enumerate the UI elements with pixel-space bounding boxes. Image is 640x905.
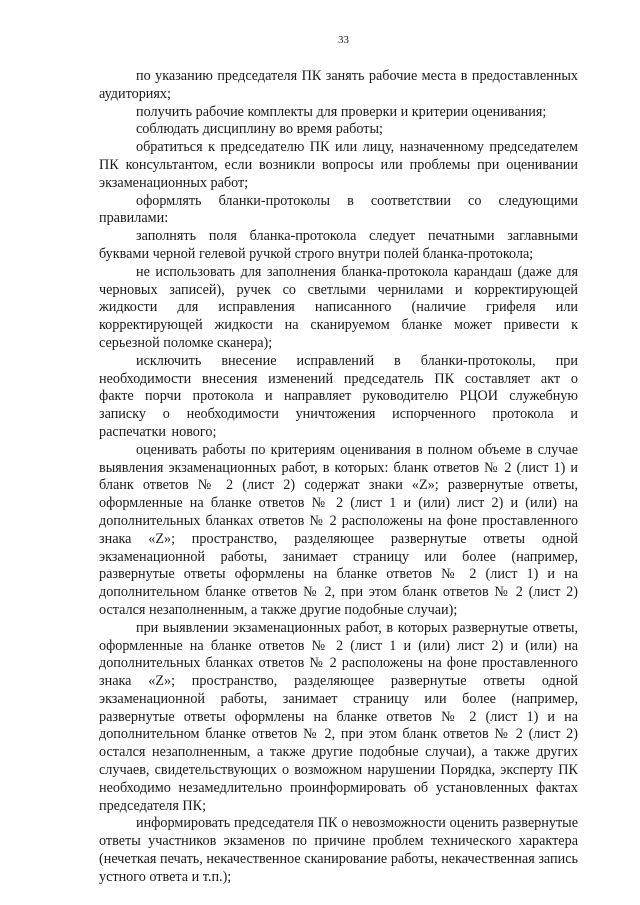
paragraph-no-pencil: не использовать для заполнения бланка-протокола карандаш (даже для черновых записей), ручек со светлыми чернилами и корректирующей жидкости для исправления написанного (наличие грифеля или корректирующей жидкости на сканируемом бланке может привести к серьезной поломке сканера); (99, 263, 578, 351)
paragraph-fill-fields: заполнять поля бланка-протокола следует печатными заглавными буквами черной гелевой ручкой строго внутри полей бланка-протокола; (99, 228, 578, 262)
paragraph-evaluate-fully: оценивать работы по критериям оценивания в полном объеме в случае выявления экзаменационных работ, в которых: бланк ответов № 2 (лист 1) и бланк ответов № 2 (лист 2) содержат знаки «Z»; развернутые ответы, оформленные на бланке ответов № 2 (лист 1 и (или) лист 2) и (или) на дополнительных бланках ответов № 2 расположены на фоне проставленного знака «Z»; пространство, разделяющее развернутые ответы одной экзаменационной работы, занимает страницу или более (например, развернутые ответы оформлены на бланке ответов № 2 (лист 1) и на дополнительном бланке ответов № 2, при этом бланк ответов № 2 (лист 2) остался незаполненным, а также другие подобные случаи); (99, 441, 578, 618)
page-number: 33 (338, 34, 349, 46)
paragraph-discipline: соблюдать дисциплину во время работы; (136, 121, 383, 138)
paragraph-report-violations: при выявлении экзаменационных работ, в которых развернутые ответы, оформленные на бланке ответов № 2 (лист 1 и (или) лист 2) и (или) на дополнительных бланках ответов № 2 расположены на фоне проставленного знака «Z»; пространство, разделяющее развернутые ответы одной экзаменационной работы, занимает страницу или более (например, развернутые ответы оформлены на бланке ответов № 2 (лист 1) и на дополнительном бланке ответов № 2, при этом бланк ответов № 2 (лист 2) остался незаполненным, а также другие подобные случаи), а также других случаев, свидетельствующих о возможном нарушении Порядка, эксперту ПК необходимо незамедлительно проинформировать об установленных фактах председателя ПК; (99, 619, 578, 814)
paragraph-get-kits: получить рабочие комплекты для проверки и критерии оценивания; (136, 103, 547, 120)
paragraph-contact-chair: обратиться к председателю ПК или лицу, назначенному председателем ПК консультантом, если возникли вопросы или проблемы при оценивании экзаменационных работ; (99, 139, 578, 191)
paragraph-form-rules: оформлять бланки-протоколы в соответствии со следующими правилами: (99, 192, 578, 227)
paragraph-technical-problems: информировать председателя ПК о невозможности оценить развернутые ответы участников экзаменов по причине проблем технического характера (нечеткая печать, некачественное сканирование работы, некачественная запись устного ответа и т.п.); (99, 815, 578, 885)
paragraph-no-corrections: исключить внесение исправлений в бланки-протоколы, при необходимости внесения изменений председатель ПК составляет акт о факте порчи протокола и направляет руководителю РЦОИ служебную записку о необходимости уничтожения испорченного протокола и распечатки нового; (99, 352, 578, 440)
paragraph-take-seats: по указанию председателя ПК занять рабочие места в предоставленных аудиториях; (99, 68, 578, 102)
